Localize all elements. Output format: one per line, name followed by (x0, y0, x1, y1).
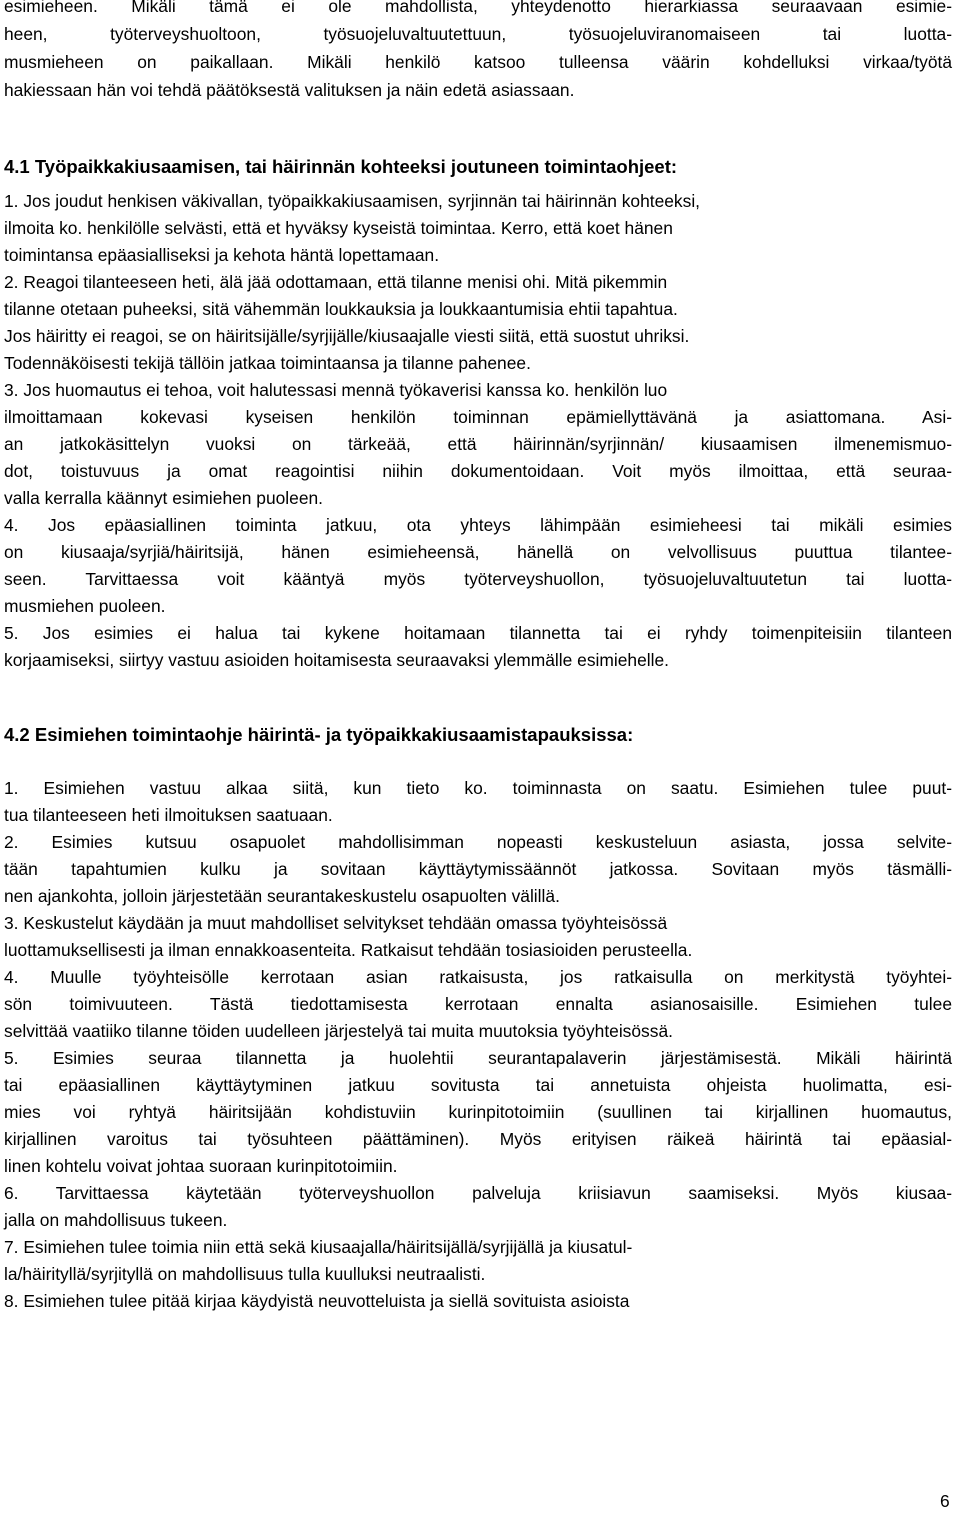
list-line: 1. Jos joudut henkisen väkivallan, työpaikkakiusaamisen, syrjinnän tai häirinnän kohteeksi, (4, 191, 701, 211)
section-heading-4-1: 4.1 Työpaikkakiusaamisen, tai häirinnän kohteeksi joutuneen toimintaohjeet: (4, 156, 678, 177)
list-line: on kiusaaja/syrjiä/häiritsijä, hänen esimieheensä, hänellä on velvollisuus puuttua tilantee- (4, 542, 952, 562)
section-heading-4-2: 4.2 Esimiehen toimintaohje häirintä- ja työpaikkakiusaamistapauksissa: (4, 724, 634, 745)
list-line: linen kohtelu voivat johtaa suoraan kurinpitotoimiin. (4, 1156, 398, 1176)
list-line: 5. Jos esimies ei halua tai kykene hoitamaan tilannetta tai ei ryhdy toimenpiteisiin tilanteen (4, 623, 952, 643)
list-line: 5. Esimies seuraa tilannetta ja huolehtii seurantapalaverin järjestämisestä. Mikäli häirintä (4, 1048, 952, 1068)
list-line: jalla on mahdollisuus tukeen. (4, 1210, 228, 1230)
list-line: mies voi ryhtyä häiritsijään kohdistuviin kurinpitotoimiin (suullinen tai kirjallinen huomautus, (4, 1102, 952, 1122)
list-line: 1. Esimiehen vastuu alkaa siitä, kun tieto ko. toiminnasta on saatu. Esimiehen tulee puut- (4, 778, 952, 798)
list-line: 8. Esimiehen tulee pitää kirjaa käydyistä neuvotteluista ja siellä sovituista asioista (4, 1291, 630, 1311)
paragraph-line: heen, työterveyshuoltoon, työsuojeluvaltuutettuun, työsuojeluviranomaiseen tai luotta- (4, 24, 952, 44)
page-number: 6 (940, 1491, 950, 1511)
list-line: 4. Jos epäasiallinen toiminta jatkuu, ota yhteys lähimpään esimieheesi tai mikäli esimies (4, 515, 952, 535)
list-line: 2. Reagoi tilanteeseen heti, älä jää odottamaan, että tilanne menisi ohi. Mitä pikemmin (4, 272, 668, 292)
list-line: tään tapahtumien kulku ja sovitaan käyttäytymissäännöt jatkossa. Sovitaan myös täsmälli- (4, 859, 952, 879)
list-line: 6. Tarvittaessa käytetään työterveyshuollon palveluja kriisiavun saamiseksi. Myös kiusaa- (4, 1183, 952, 1203)
list-line: korjaamiseksi, siirtyy vastuu asioiden hoitamisesta seuraavaksi ylemmälle esimiehelle. (4, 650, 669, 670)
list-line: ilmoita ko. henkilölle selvästi, että et hyväksy kyseistä toimintaa. Kerro, että koet hänen (4, 218, 673, 238)
list-line: 3. Keskustelut käydään ja muut mahdolliset selvitykset tehdään omassa työyhteisössä (4, 913, 668, 933)
list-line: tilanne otetaan puheeksi, sitä vähemmän loukkauksia ja loukkaantumisia ehtii tapahtua. (4, 299, 678, 319)
list-line: an jatkokäsittelyn vuoksi on tärkeää, että häirinnän/syrjinnän/ kiusaamisen ilmenemismuo- (4, 434, 952, 454)
list-line: tai epäasiallinen käyttäytyminen jatkuu sovitusta tai annetuista ohjeista huolimatta, esi- (4, 1075, 952, 1095)
list-line: dot, toistuvuus ja omat reagointisi niihin dokumentoidaan. Voit myös ilmoittaa, että seuraa- (4, 461, 952, 481)
list-line: sön toimivuuteen. Tästä tiedottamisesta kerrotaan ennalta asianosaisille. Esimiehen tulee (4, 994, 952, 1014)
list-line: tua tilanteeseen heti ilmoituksen saatuaan. (4, 805, 333, 825)
list-line: seen. Tarvittaessa voit kääntyä myös työterveyshuollon, työsuojeluvaltuutetun tai luotta- (4, 569, 952, 589)
list-line: musmiehen puoleen. (4, 596, 166, 616)
list-line: selvittää vaatiiko tilanne töiden uudelleen järjestelyä tai muita muutoksia työyhteisössä. (4, 1021, 673, 1041)
list-line: la/häirityllä/syrjityllä on mahdollisuus tulla kuulluksi neutraalisti. (4, 1264, 486, 1284)
list-line: 2. Esimies kutsuu osapuolet mahdollisimman nopeasti keskusteluun asiasta, jossa selvite- (4, 832, 952, 852)
list-line: nen ajankohta, jolloin järjestetään seurantakeskustelu osapuolten välillä. (4, 886, 560, 906)
list-line: toimintansa epäasialliseksi ja kehota häntä lopettamaan. (4, 245, 440, 265)
list-line: Jos häiritty ei reagoi, se on häiritsijälle/syrjijälle/kiusaajalle viesti siitä, että suostut uhriksi. (4, 326, 690, 346)
paragraph-line: hakiessaan hän voi tehdä päätöksestä valituksen ja näin edetä asiassaan. (4, 80, 575, 100)
list-line: valla kerralla käännyt esimiehen puoleen. (4, 488, 324, 508)
paragraph-line: musmieheen on paikallaan. Mikäli henkilö katsoo tulleensa väärin kohdelluksi virkaa/työtä (4, 52, 952, 72)
list-line: Todennäköisesti tekijä tällöin jatkaa toimintaansa ja tilanne pahenee. (4, 353, 531, 373)
list-line: kirjallinen varoitus tai työsuhteen päättäminen). Myös erityisen räikeä häirintä tai epäasial- (4, 1129, 952, 1149)
list-line: 3. Jos huomautus ei tehoa, voit halutessasi mennä työkaverisi kanssa ko. henkilön luo (4, 380, 668, 400)
list-line: 7. Esimiehen tulee toimia niin että sekä kiusaajalla/häiritsijällä/syrjijällä ja kiusatul- (4, 1237, 633, 1257)
paragraph-line: esimieheen. Mikäli tämä ei ole mahdollista, yhteydenotto hierarkiassa seuraavaan esimie- (4, 0, 952, 16)
list-line: ilmoittamaan kokevasi kyseisen henkilön toiminnan epämiellyttävänä ja asiattomana. Asi- (4, 407, 952, 427)
list-line: luottamuksellisesti ja ilman ennakkoasenteita. Ratkaisut tehdään tosiasioiden perusteella. (4, 940, 693, 960)
list-line: 4. Muulle työyhteisölle kerrotaan asian ratkaisusta, jos ratkaisulla on merkitystä työyhtei- (4, 967, 952, 987)
